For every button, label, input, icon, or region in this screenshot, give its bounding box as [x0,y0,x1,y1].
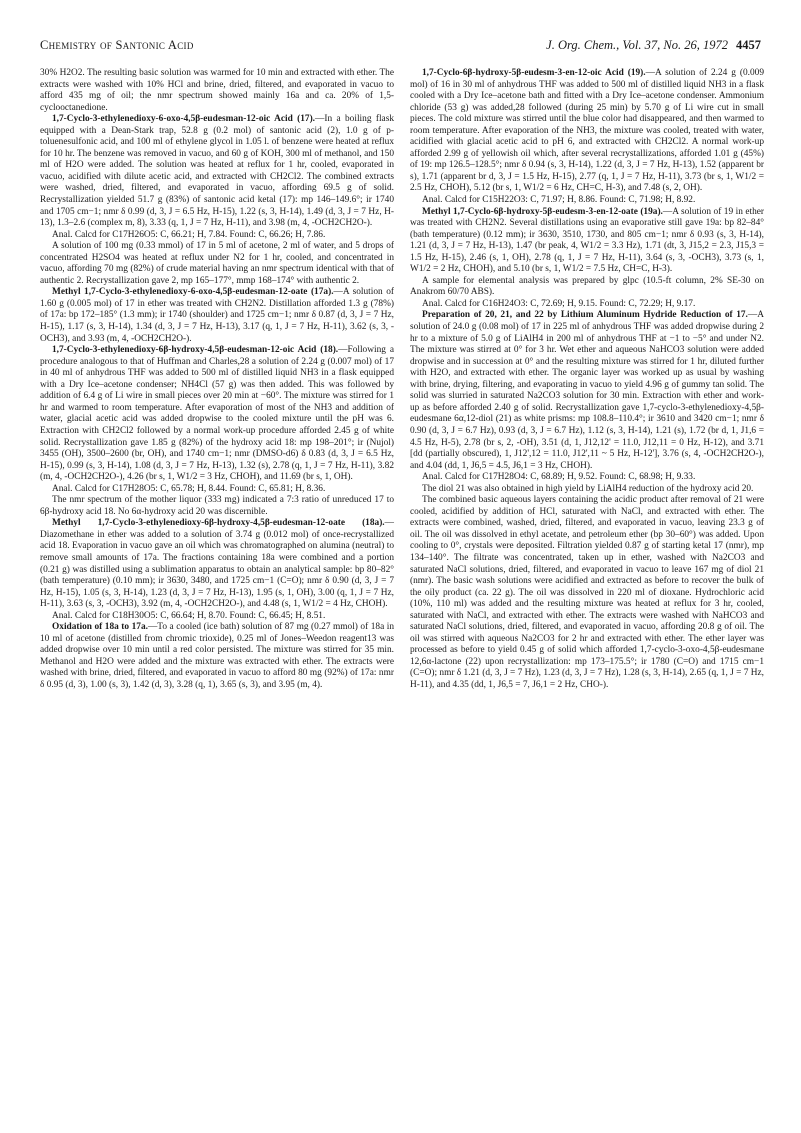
paragraph: Methyl 1,7-Cyclo-6β-hydroxy-5β-eudesm-3-en-12-oate (19a).—A solution of 19 in ether was treated with CH2N2. Several distillations using an evaporative still gave 19a: bp 82–84° (bath temperature) (0.12 mm); ir 3630, 3510, 1730, and 805 cm−1; nmr δ 0.93 (s, 3, H-14), 1.21 (d, 3, J = 7 Hz, H-13), 1.47 (br peak, 4, W1/2 = 3.3 Hz), 1.71 (dt, 3, J15,2 = 2.3, J15,3 = 1.5 Hz, H-15), 2.46 (s, 1, OH), 2.78 (q, 1, J = 7 Hz, H-11), 3.64 (s, 3, -OCH3), 3.73 (s, 1, W1/2 = 2 Hz, CHOH), and 5.10 (br s, 1, W1/2 = 7.5 Hz, CH=C, H-3). [410,206,765,275]
journal-citation [546,38,761,53]
section-heading: Methyl 1,7-Cyclo-6β-hydroxy-5β-eudesm-3-en-12-oate (19a). [422,206,663,217]
running-header [40,38,761,56]
paragraph: Oxidation of 18a to 17a.—To a cooled (ice bath) solution of 87 mg (0.27 mmol) of 18a in 10 ml of acetone (distilled from chromic trioxide), 0.25 ml of Jones–Weedon reagent13 was added dropwise over 10 min until a red color persisted. The mixture was stirred for 35 min. Methanol and H2O were added and the mixture was extracted with ether. The extracts were washed with brine, dried, filtered, and evaporated in vacuo to afford 80 mg (92%) of 17a: nmr δ 0.95 (d, 3), 1.00 (s, 3), 1.42 (d, 3), 3.28 (q, 1), 3.65 (s, 3), and 3.95 (m, 4). [40,622,394,690]
paragraph: Anal. Calcd for C17H26O5: C, 66.21; H, 7.84. Found: C, 66.26; H, 7.86. [52,229,326,240]
paragraph: The diol 21 was also obtained in high yield by LiAlH4 reduction of the hydroxy acid 20. [422,483,754,494]
paragraph: A solution of 100 mg (0.33 mmol) of 17 in 5 ml of acetone, 2 ml of water, and 5 drops of concentrated H2SO4 was heated at reflux under N2 for 1 hr, cooled, and concentrated in vacuo, affording 70 mg (82%) of crude material having an nmr spectrum identical with that of authentic 2. Recrystallization gave 2, mp 165–177°, mmp 168–174° with authentic 2. [40,241,394,286]
journal-name: J. Org. Chem., Vol. 37, No. 26, 1972 [546,38,728,52]
paragraph: 1,7-Cyclo-6β-hydroxy-5β-eudesm-3-en-12-oic Acid (19).—A solution of 2.24 g (0.009 mol) of 16 in 30 ml of anhydrous THF was added to 500 ml of distilled liquid NH3 in a flask cooled with a Dry Ice–acetone bath and fitted with a Dry Ice–acetone condenser. Ammonium chloride (53 g) was added,28 followed (during 25 min) by 5.70 g of Li wire cut in small pieces. The cold mixture was stirred until the blue color had disappeared, and then warmed to room temperature. After evaporation of the NH3, the mixture was cooled, treated with water, acidified with glacial acetic acid to pH 6, and extracted with CH2Cl2. A normal work-up afforded 2.99 g of yellowish oil which, after several recrystallizations, afforded 1.01 g (45%) of 19: mp 126.5–128.5°; nmr δ 0.94 (s, 3, H-14), 1.22 (d, 3, J = 7 Hz, H-13), 1.52 (apparent br s), 1.71 (apparent br d, 3, J = 1.5 Hz, H-15), 2.77 (q, 1, J = 7 Hz, H-11), 3.73 (br s, 1, W1/2 = 2.5 Hz, CHOH), 5.12 (br s, 1, W1/2 = 6 Hz, CH=C, H-3), and 7.48 (s, 2, OH). [410,68,764,194]
paragraph: The combined basic aqueous layers containing the acidic product after removal of 21 were cooled, acidified by addition of HCl, saturated with NaCl, and extracted with ether. The extracts were combined, washed, dried, filtered, and evaporated in vacuo, leaving 23.3 g of oil. The oil was dissolved in ethyl acetate, and petroleum ether (bp 30–60°) was added. Upon cooling to 0°, crystals were deposited. Filtration yielded 0.87 g of starting ketal 17 (nmr), mp 134–140°. The filtrate was concentrated, taken up in ether, washed with Na2CO3 and saturated NaCl solutions, dried, filtered, and evaporated in vacuo to leave 167 mg of diol 21 (nmr). The basic wash solutions were acidified and extracted as before to recover the bulk of the oily product (ca. 22 g). The oil was dissolved in 220 ml of dioxane. Hydrochloric acid (10%, 110 ml) was added and the resulting mixture was heated at reflux for 3 hr, cooled, saturated with NaCl, and extracted with ether. The extracts were washed with NaHCO3 and saturated NaCl solutions, dried, filtered, and evaporated in vacuo, affording 20.8 g of oil. The oil was stirred with aqueous Na2CO3 for 2 hr and extracted with ether. The ether layer was processed as before to yield 0.45 g of solid which afforded 1,7-cyclo-3-oxo-4,5β-eudesmane 12,6α-lactone (22) upon recrystallization: mp 173–175.5°; ir 1780 (C=O) and 1715 cm−1 (C=O); nmr δ 1.21 (d, 3, J = 7 Hz), 1.23 (d, 3, J = 7 Hz), 1.28 (s, 3, H-14), 2.65 (q, 1, J = 7 Hz, H-11), and 4.35 (dd, 1, J6,5 = 7, J6,1 = 2 Hz, CHO-). [410,495,764,690]
paragraph: Anal. Calcd for C17H28O4: C, 68.89; H, 9.52. Found: C, 68.98; H, 9.33. [422,472,696,483]
left-column [40,68,394,692]
section-heading: Methyl 1,7-Cyclo-3-ethylenedioxy-6β-hydroxy-4,5β-eudesman-12-oate (18a). [52,518,385,529]
paragraph: 1,7-Cyclo-3-ethylenedioxy-6-oxo-4,5β-eudesman-12-oic Acid (17).—In a boiling flask equipped with a Dean-Stark trap, 52.8 g (0.2 mol) of santonic acid (2), 1.0 g of p-toluenesulfonic acid, and 100 ml of ethylene glycol in 1.05 l. of benzene were heated at reflux for 10 hr. The benzene was removed in vacuo, and 60 g of KOH, 300 ml of methanol, and 150 ml of H2O were added. The solution was heated at reflux for 1 hr, cooled, evaporated in vacuo, acidified with dilute acetic acid, and extracted with CH2Cl2. The combined extracts were washed, dried, filtered, and evaporated in vacuo, affording 69.5 g of solid. Recrystallization yielded 51.7 g (83%) of santonic acid ketal (17): mp 146–149.6°; ir 1740 and 1705 cm−1; nmr δ 0.99 (d, 3, J = 6.5 Hz, H-15), 1.22 (s, 3, H-14), 1.49 (d, 3, J = 7 Hz, H-13), 1.3–2.6 (complex m, 8), 3.33 (q, 1, J = 7 Hz, H-11), and 3.98 (m, 4, -OCH2CH2O-). [40,114,395,229]
section-heading: 1,7-Cyclo-3-ethylenedioxy-6-oxo-4,5β-eudesman-12-oic Acid (17). [52,114,316,125]
page-number: 4457 [736,38,761,52]
section-heading: 1,7-Cyclo-3-ethylenedioxy-6β-hydroxy-4,5β-eudesman-12-oic Acid (18). [52,345,339,356]
paragraph: Anal. Calcd for C17H28O5: C, 65.78; H, 8.44. Found: C, 65.81; H, 8.36. [52,483,326,494]
paragraph: Anal. Calcd for C15H22O3: C, 71.97; H, 8.86. Found: C, 71.98; H, 8.92. [422,195,696,206]
running-title: Chemistry of Santonic Acid [40,38,194,52]
section-heading: Methyl 1,7-Cyclo-3-ethylenedioxy-6-oxo-4,5β-eudesman-12-oate (17a). [52,287,334,298]
paragraph: A sample for elemental analysis was prepared by glpc (10.5-ft column, 2% SE-30 on Anakrom 60/70 ABS). [410,275,764,298]
section-heading: 1,7-Cyclo-6β-hydroxy-5β-eudesm-3-en-12-oic Acid (19). [422,68,646,78]
paragraph: Anal. Calcd for C16H24O3: C, 72.69; H, 9.15. Found: C, 72.29; H, 9.17. [422,298,696,309]
section-heading: Preparation of 20, 21, and 22 by Lithium Aluminum Hydride Reduction of 17. [422,310,748,321]
paragraph: 30% H2O2. The resulting basic solution was warmed for 10 min and extracted with ether. The extracts were washed with 10% HCl and brine, dried, filtered, and evaporated in vacuo to afford 435 mg of oil; the nmr spectrum showed mainly 16a and ca. 20% of 1,5-cyclooctanedione. [40,68,394,113]
section-heading: Oxidation of 18a to 17a. [52,622,148,633]
paragraph: The nmr spectrum of the mother liquor (333 mg) indicated a 7:3 ratio of unreduced 17 to 6β-hydroxy acid 18. No 6α-hydroxy acid 20 was discernible. [40,495,394,517]
paragraph: Preparation of 20, 21, and 22 by Lithium Aluminum Hydride Reduction of 17.—A solution of 24.0 g (0.08 mol) of 17 in 225 ml of anhydrous THF was added dropwise during 2 hr to a mixture of 5.0 g of LiAlH4 in 200 ml of anhydrous THF at −1 to −5° and under N2. The mixture was stirred at 0° for 3 hr. Wet ether and aqueous NaHCO3 solution were added dropwise and in succession at 0° and the resulting mixture was stirred for 1 hr, diluted further with H2O, and extracted with ether. The organic layer was worked up as usual by washing with brine, drying, filtering, and evaporating in vacuo to yield 4.96 g of gummy tan solid. The solid was slurried in saturated Na2CO3 solution for 30 min. Extraction with ether and work-up as before afforded 2.40 g of solid. Recrystallization gave 1,7-cyclo-3-ethylenedioxy-4,5β-eudesmane 6α,12-diol (21) as white prisms: mp 108.8–110.4°; ir 3610 and 3420 cm−1; nmr δ 0.90 (d, 3, J = 6.7 Hz), 0.93 (d, 3, J = 6.7 Hz), 1.12 (s, 3, H-14), 1.21 (s), 1.72 (br d, 1, J1,6 = 4.5 Hz, H-5), 2.78 (br s, 2, -OH), 3.51 (d, 1, J12,12' = 11.0, J12,11 = 0 Hz, H-12), and 3.71 [dd (partially obscured), 1, J12',12 = 11.0, J12',11 ~ 5 Hz, H-12'], 3.76 (s, 4, -OCH2CH2O-), and 4.04 (dd, 1, J6,5 = 4.5, J6,1 = 3 Hz, CHOH). [410,310,764,471]
paragraph: Anal. Calcd for C18H30O5: C, 66.64; H, 8.70. Found: C, 66.45; H, 8.51. [52,610,326,621]
paragraph: Methyl 1,7-Cyclo-3-ethylenedioxy-6β-hydroxy-4,5β-eudesman-12-oate (18a).—Diazomethane in ether was added to a solution of 3.74 g (0.012 mol) of once-recrystallized acid 18. Evaporation in vacuo gave an oil which was chromatographed on alumina (neutral) to remove small amounts of 17a. The fractions containing 18a were combined and a portion (0.21 g) was distilled using a sublimation apparatus to obtain an analytical sample: bp 80–82° (bath temperature) (0.10 mm); ir 3630, 3480, and 1725 cm−1 (C=O); nmr δ 0.90 (d, 3, J = 7 Hz, H-15), 1.05 (s, 3, H-14), 1.23 (d, 3, J = 7 Hz, H-13), 1.95 (s, 1, OH), 3.00 (q, 1, J = 7 Hz, H-11), 3.63 (s, 3, -OCH3), 3.92 (m, 4, -OCH2CH2O-), and 4.48 (s, 1, W1/2 = 4 Hz, CHOH). [40,518,394,610]
right-column [410,68,764,692]
paragraph: Methyl 1,7-Cyclo-3-ethylenedioxy-6-oxo-4,5β-eudesman-12-oate (17a).—A solution of 1.60 g (0.005 mol) of 17 in ether was treated with CH2N2. Distillation afforded 1.3 g (78%) of 17a: bp 172–185° (1.3 mm); ir 1740 (shoulder) and 1725 cm−1; nmr δ 0.87 (d, 3, J = 7 Hz, H-15), 1.17 (s, 3, H-14), 1.34 (d, 3, J = 7 Hz, H-13), 3.17 (q, 1, J = 7 Hz, H-11), 3.62 (s, 3, -OCH3), and 3.93 (m, 4, -OCH2CH2O-). [40,287,394,344]
paragraph: 1,7-Cyclo-3-ethylenedioxy-6β-hydroxy-4,5β-eudesman-12-oic Acid (18).—Following a procedure analogous to that of Huffman and Charles,28 a solution of 2.24 g (0.007 mol) of 17 in 40 ml of anhydrous THF was added to 500 ml of distilled liquid NH3 in a flask equipped with a Dry Ice–acetone condenser; NH4Cl (57 g) was then added. This was followed by addition of 6.4 g of Li wire in small pieces over 20 min at −60°. The mixture was stirred for 1 hr and warmed to room temperature. After evaporation of most of the NH3 and addition of water, glacial acetic acid was added dropwise to the cooled mixture until the pH was 6. Extraction with CH2Cl2 followed by a normal work-up procedure afforded 2.45 g of white solid. Recrystallization gave 1.85 g (82%) of the hydroxy acid 18: mp 198–201°; ir (Nujol) 3455 (OH), 3500–2600 (br, OH), and 1740 cm−1; nmr (DMSO-d6) δ 0.83 (d, 3, J = 6.5 Hz, H-15), 0.99 (s, 3, H-14), 1.08 (d, 3, J = 7 Hz, H-13), 1.32 (s), 2.78 (q, 1, J = 7 Hz, H-11), 3.82 (m, 4, -OCH2CH2O-), 4.26 (br s, 1, W1/2 = 3 Hz, CHOH), and 11.69 (br s, 1, OH). [40,345,395,483]
